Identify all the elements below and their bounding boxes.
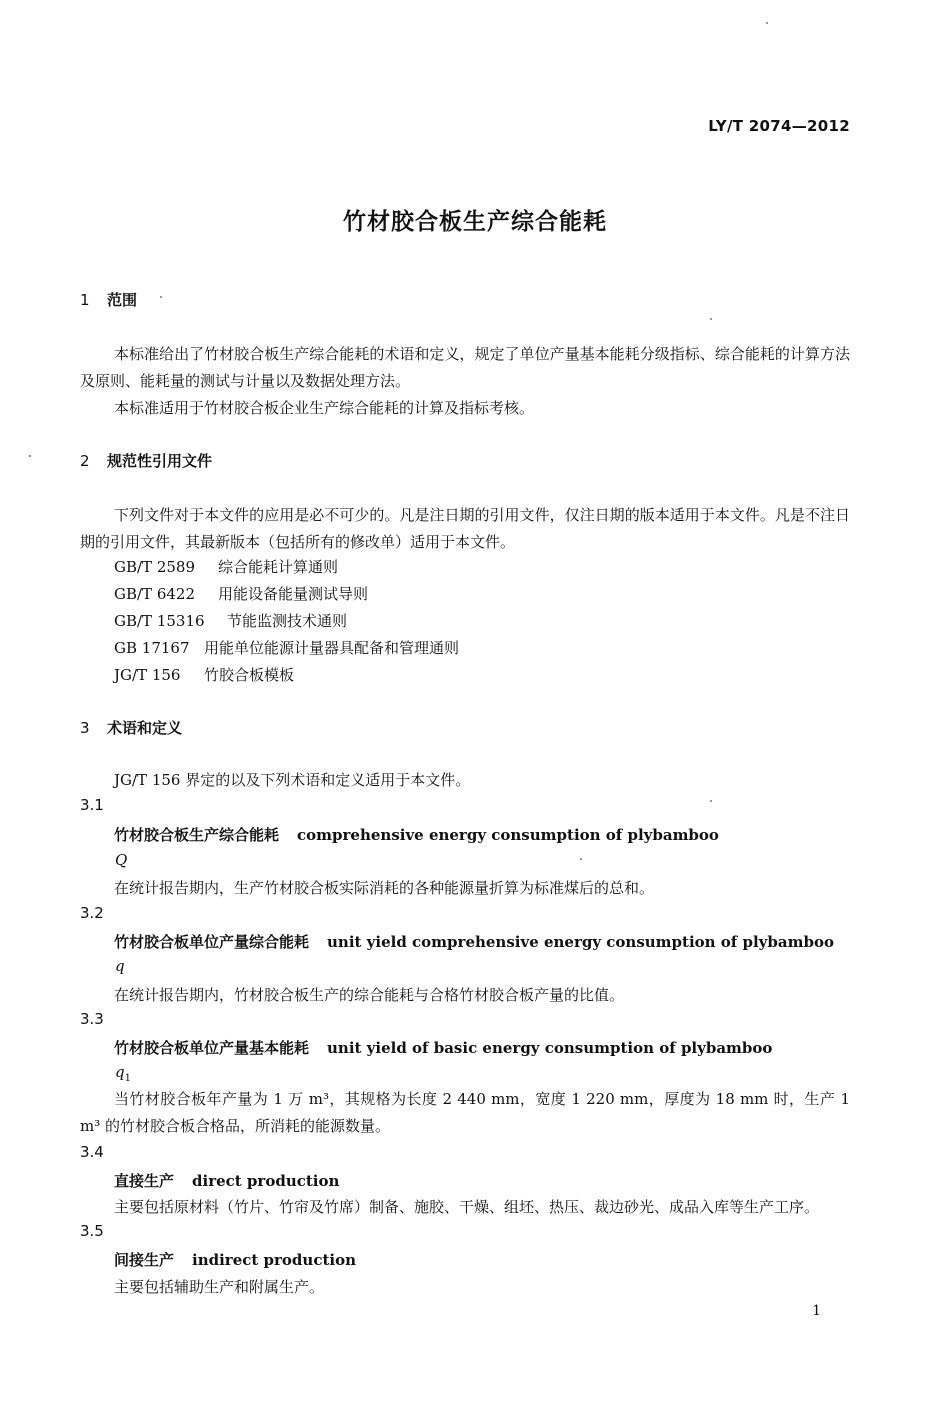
term-number: 3.4 (80, 1143, 104, 1161)
reference-code: JG/T 156 (114, 666, 181, 684)
reference-item (114, 664, 294, 685)
scan-speck (710, 318, 712, 320)
reference-item (114, 556, 338, 577)
term-definition: 主要包括原材料（竹片、竹帘及竹席）制备、施胶、干燥、组坯、热压、裁边砂光、成品入库等生产工序。 (114, 1198, 820, 1216)
scan-speck (160, 296, 162, 298)
term-heading (114, 1170, 339, 1191)
document-title: 竹材胶合板生产综合能耗 (343, 209, 607, 235)
term-en: unit yield comprehensive energy consumption of plybamboo (327, 933, 834, 951)
reference-title: 用能设备能量测试导则 (218, 585, 369, 603)
section-3-heading (80, 717, 182, 738)
term-number: 3.5 (80, 1222, 104, 1240)
term-definition: 主要包括辅助生产和附属生产。 (114, 1278, 325, 1296)
term-number: 3.1 (80, 796, 104, 814)
term-en: comprehensive energy consumption of plybamboo (297, 826, 719, 844)
page-number: 1 (812, 1303, 821, 1319)
section-title: 规范性引用文件 (107, 452, 213, 470)
symbol-subscript: 1 (124, 1073, 131, 1084)
term-zh: 竹材胶合板单位产量综合能耗 (114, 933, 310, 951)
term-symbol: q (115, 957, 125, 975)
term-zh: 直接生产 (114, 1172, 175, 1190)
term-heading (114, 1249, 356, 1270)
term-zh: 竹材胶合板生产综合能耗 (114, 826, 280, 844)
reference-code: GB/T 6422 (114, 585, 196, 603)
section-title: 范围 (107, 291, 138, 309)
section-1-heading (80, 289, 137, 310)
section-1-paragraph-1: 本标准给出了竹材胶合板生产综合能耗的术语和定义，规定了单位产量基本能耗分级指标、综合能耗的计算方法及原则、能耗量的测试与计量以及数据处理方法。 (80, 345, 850, 390)
scan-speck (710, 800, 712, 802)
term-zh: 间接生产 (114, 1251, 175, 1269)
section-1-paragraph-2: 本标准适用于竹材胶合板企业生产综合能耗的计算及指标考核。 (114, 399, 535, 417)
term-symbol (115, 1063, 131, 1084)
reference-title: 竹胶合板模板 (204, 666, 295, 684)
section-number: 2 (80, 452, 90, 470)
reference-title: 用能单位能源计量器具配备和管理通则 (204, 639, 460, 657)
scan-speck (29, 455, 31, 457)
section-number: 1 (80, 291, 90, 309)
term-definition: 在统计报告期内，生产竹材胶合板实际消耗的各种能源量折算为标准煤后的总和。 (114, 879, 655, 897)
standard-code: LY/T 2074—2012 (708, 117, 850, 135)
term-symbol: Q (115, 851, 128, 869)
reference-title: 节能监测技术通则 (227, 612, 348, 630)
term-en: direct production (192, 1172, 340, 1190)
reference-code: GB 17167 (114, 639, 190, 657)
term-heading (114, 824, 719, 845)
term-number: 3.2 (80, 904, 104, 922)
term-definition: 在统计报告期内，竹材胶合板生产的综合能耗与合格竹材胶合板产量的比值。 (114, 986, 625, 1004)
reference-title: 综合能耗计算通则 (218, 558, 339, 576)
term-heading (114, 931, 834, 952)
section-2-heading (80, 450, 212, 471)
section-number: 3 (80, 719, 90, 737)
term-zh: 竹材胶合板单位产量基本能耗 (114, 1039, 310, 1057)
reference-item (114, 583, 368, 604)
term-number: 3.3 (80, 1010, 104, 1028)
section-3-intro: JG/T 156 界定的以及下列术语和定义适用于本文件。 (114, 771, 471, 789)
reference-code: GB/T 15316 (114, 612, 205, 630)
reference-item (114, 610, 347, 631)
term-definition: 当竹材胶合板年产量为 1 万 m³，其规格为长度 2 440 mm，宽度 1 220 mm，厚度为 18 mm 时，生产 1 m³ 的竹材胶合板合格品，所消耗的能源数量。 (80, 1090, 850, 1135)
reference-item (114, 637, 459, 658)
term-en: indirect production (192, 1251, 356, 1269)
reference-code: GB/T 2589 (114, 558, 196, 576)
term-heading (114, 1037, 772, 1058)
scan-speck (580, 858, 582, 860)
symbol-base: q (115, 1063, 125, 1081)
scan-speck (766, 22, 768, 24)
term-en: unit yield of basic energy consumption of plybamboo (327, 1039, 773, 1057)
section-title: 术语和定义 (107, 719, 183, 737)
section-2-intro: 下列文件对于本文件的应用是必不可少的。凡是注日期的引用文件，仅注日期的版本适用于本文件。凡是不注日期的引用文件，其最新版本（包括所有的修改单）适用于本文件。 (80, 506, 850, 551)
